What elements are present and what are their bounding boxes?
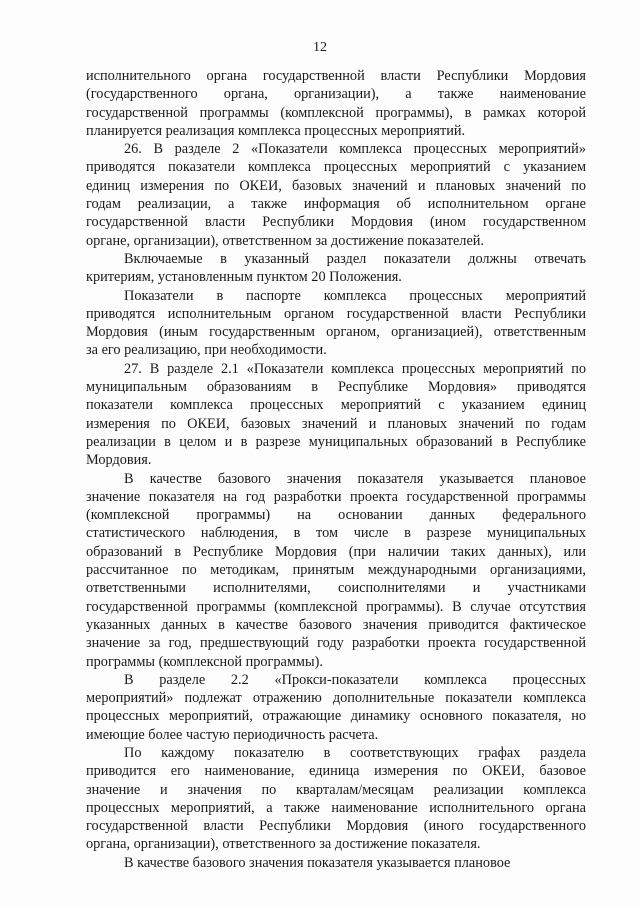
text-line: государственной программы (комплексной программы). В случае отсутствия — [86, 598, 586, 615]
text-line: показатели комплекса процессных мероприятий с указанием единиц — [86, 397, 586, 414]
text-line: приводятся исполнительным органом государственной власти Республики — [86, 305, 586, 322]
text-line: государственной программы (комплексной программы), в рамках которой — [86, 104, 586, 121]
text-line: (комплексной программы) на основании данных федерального — [86, 507, 586, 524]
text-line: государственной власти Республики Мордовия (ином государственном — [86, 214, 586, 231]
text-line: рассчитанное по методикам, принятым международными организациями, — [86, 562, 586, 579]
text-line: программы (комплексной программы). — [86, 653, 323, 670]
text-line: 27. В разделе 2.1 «Показатели комплекса процессных мероприятий по — [124, 360, 586, 377]
text-line: мероприятий» подлежат отражению дополнительные показатели комплекса — [86, 690, 586, 707]
text-line: По каждому показателю в соответствующих графах раздела — [124, 744, 586, 761]
text-line: Включаемые в указанный раздел показатели должны отвечать — [124, 250, 586, 267]
text-line: процессных мероприятий, отражающие динамику основного показателя, но — [86, 708, 586, 725]
text-line: за его реализацию, при необходимости. — [86, 342, 327, 359]
paragraph — [86, 671, 586, 744]
paragraph — [86, 744, 586, 854]
document-body — [86, 67, 586, 872]
text-line: планируется реализация комплекса процессных мероприятий. — [86, 122, 466, 139]
text-line: муниципальным образованиям в Республике Мордовия» приводятся — [86, 379, 586, 396]
text-line: В качестве базового значения показателя указывается плановое — [124, 470, 586, 487]
text-line: процессных мероприятий, а также наименование исполнительного органа — [86, 799, 586, 816]
text-line: реализации в целом и в разрезе муниципальных образований в Республике — [86, 433, 586, 450]
text-line: Показатели в паспорте комплекса процессных мероприятий — [124, 287, 586, 304]
paragraph — [86, 854, 586, 872]
text-line: органе, организации), ответственном за достижение показателей. — [86, 232, 485, 249]
text-line: органа, организации), ответственного за достижение показателя. — [86, 836, 481, 853]
text-line: статистического наблюдения, в том числе в разрезе муниципальных — [86, 525, 586, 542]
paragraph — [86, 140, 586, 250]
text-line: значение за год, предшествующий году разработки проекта государственной — [86, 635, 586, 652]
text-line: (государственного органа, организации), а также наименование — [86, 86, 586, 103]
text-line: ответственными исполнителями, соисполнителями и участниками — [86, 580, 586, 597]
text-line: приводится его наименование, единица измерения по ОКЕИ, базовое — [86, 763, 586, 780]
paragraph — [86, 360, 586, 470]
text-line: годам реализации, а также информация об исполнительном органе — [86, 196, 586, 213]
text-line: критериям, установленным пунктом 20 Положения. — [86, 269, 402, 286]
text-line: Мордовия (иным государственным органом, организацией), ответственным — [86, 324, 586, 341]
text-line: Мордовия. — [86, 452, 152, 469]
text-line: В разделе 2.2 «Прокси-показатели комплекса процессных — [124, 671, 586, 688]
text-line: государственной власти Республики Мордовия (иного государственного — [86, 818, 586, 835]
text-line: единиц измерения по ОКЕИ, базовых значений и плановых значений по — [86, 177, 586, 194]
paragraph — [86, 287, 586, 360]
paragraph — [86, 67, 586, 140]
text-line: значение показателя на год разработки проекта государственной программы — [86, 488, 586, 505]
text-line: исполнительного органа государственной власти Республики Мордовия — [86, 68, 586, 84]
text-line: 26. В разделе 2 «Показатели комплекса процессных мероприятий» — [124, 141, 586, 158]
text-line: значение и значения по кварталам/месяцам реализации комплекса — [86, 781, 586, 798]
page-number: 12 — [313, 40, 327, 55]
text-line: образований в Республике Мордовия (при наличии таких данных), или — [86, 543, 586, 560]
text-line: приводятся показатели комплекса процессных мероприятий с указанием — [86, 159, 586, 176]
text-line: измерения по ОКЕИ, базовых значений и плановых значений по годам — [86, 415, 586, 432]
text-line: указанных данных в качестве базового значения приводится фактическое — [86, 616, 586, 633]
paragraph — [86, 470, 586, 671]
text-line: имеющие более частую периодичность расчета. — [86, 726, 379, 743]
paragraph — [86, 250, 586, 287]
text-line: В качестве базового значения показателя указывается плановое — [124, 854, 511, 871]
